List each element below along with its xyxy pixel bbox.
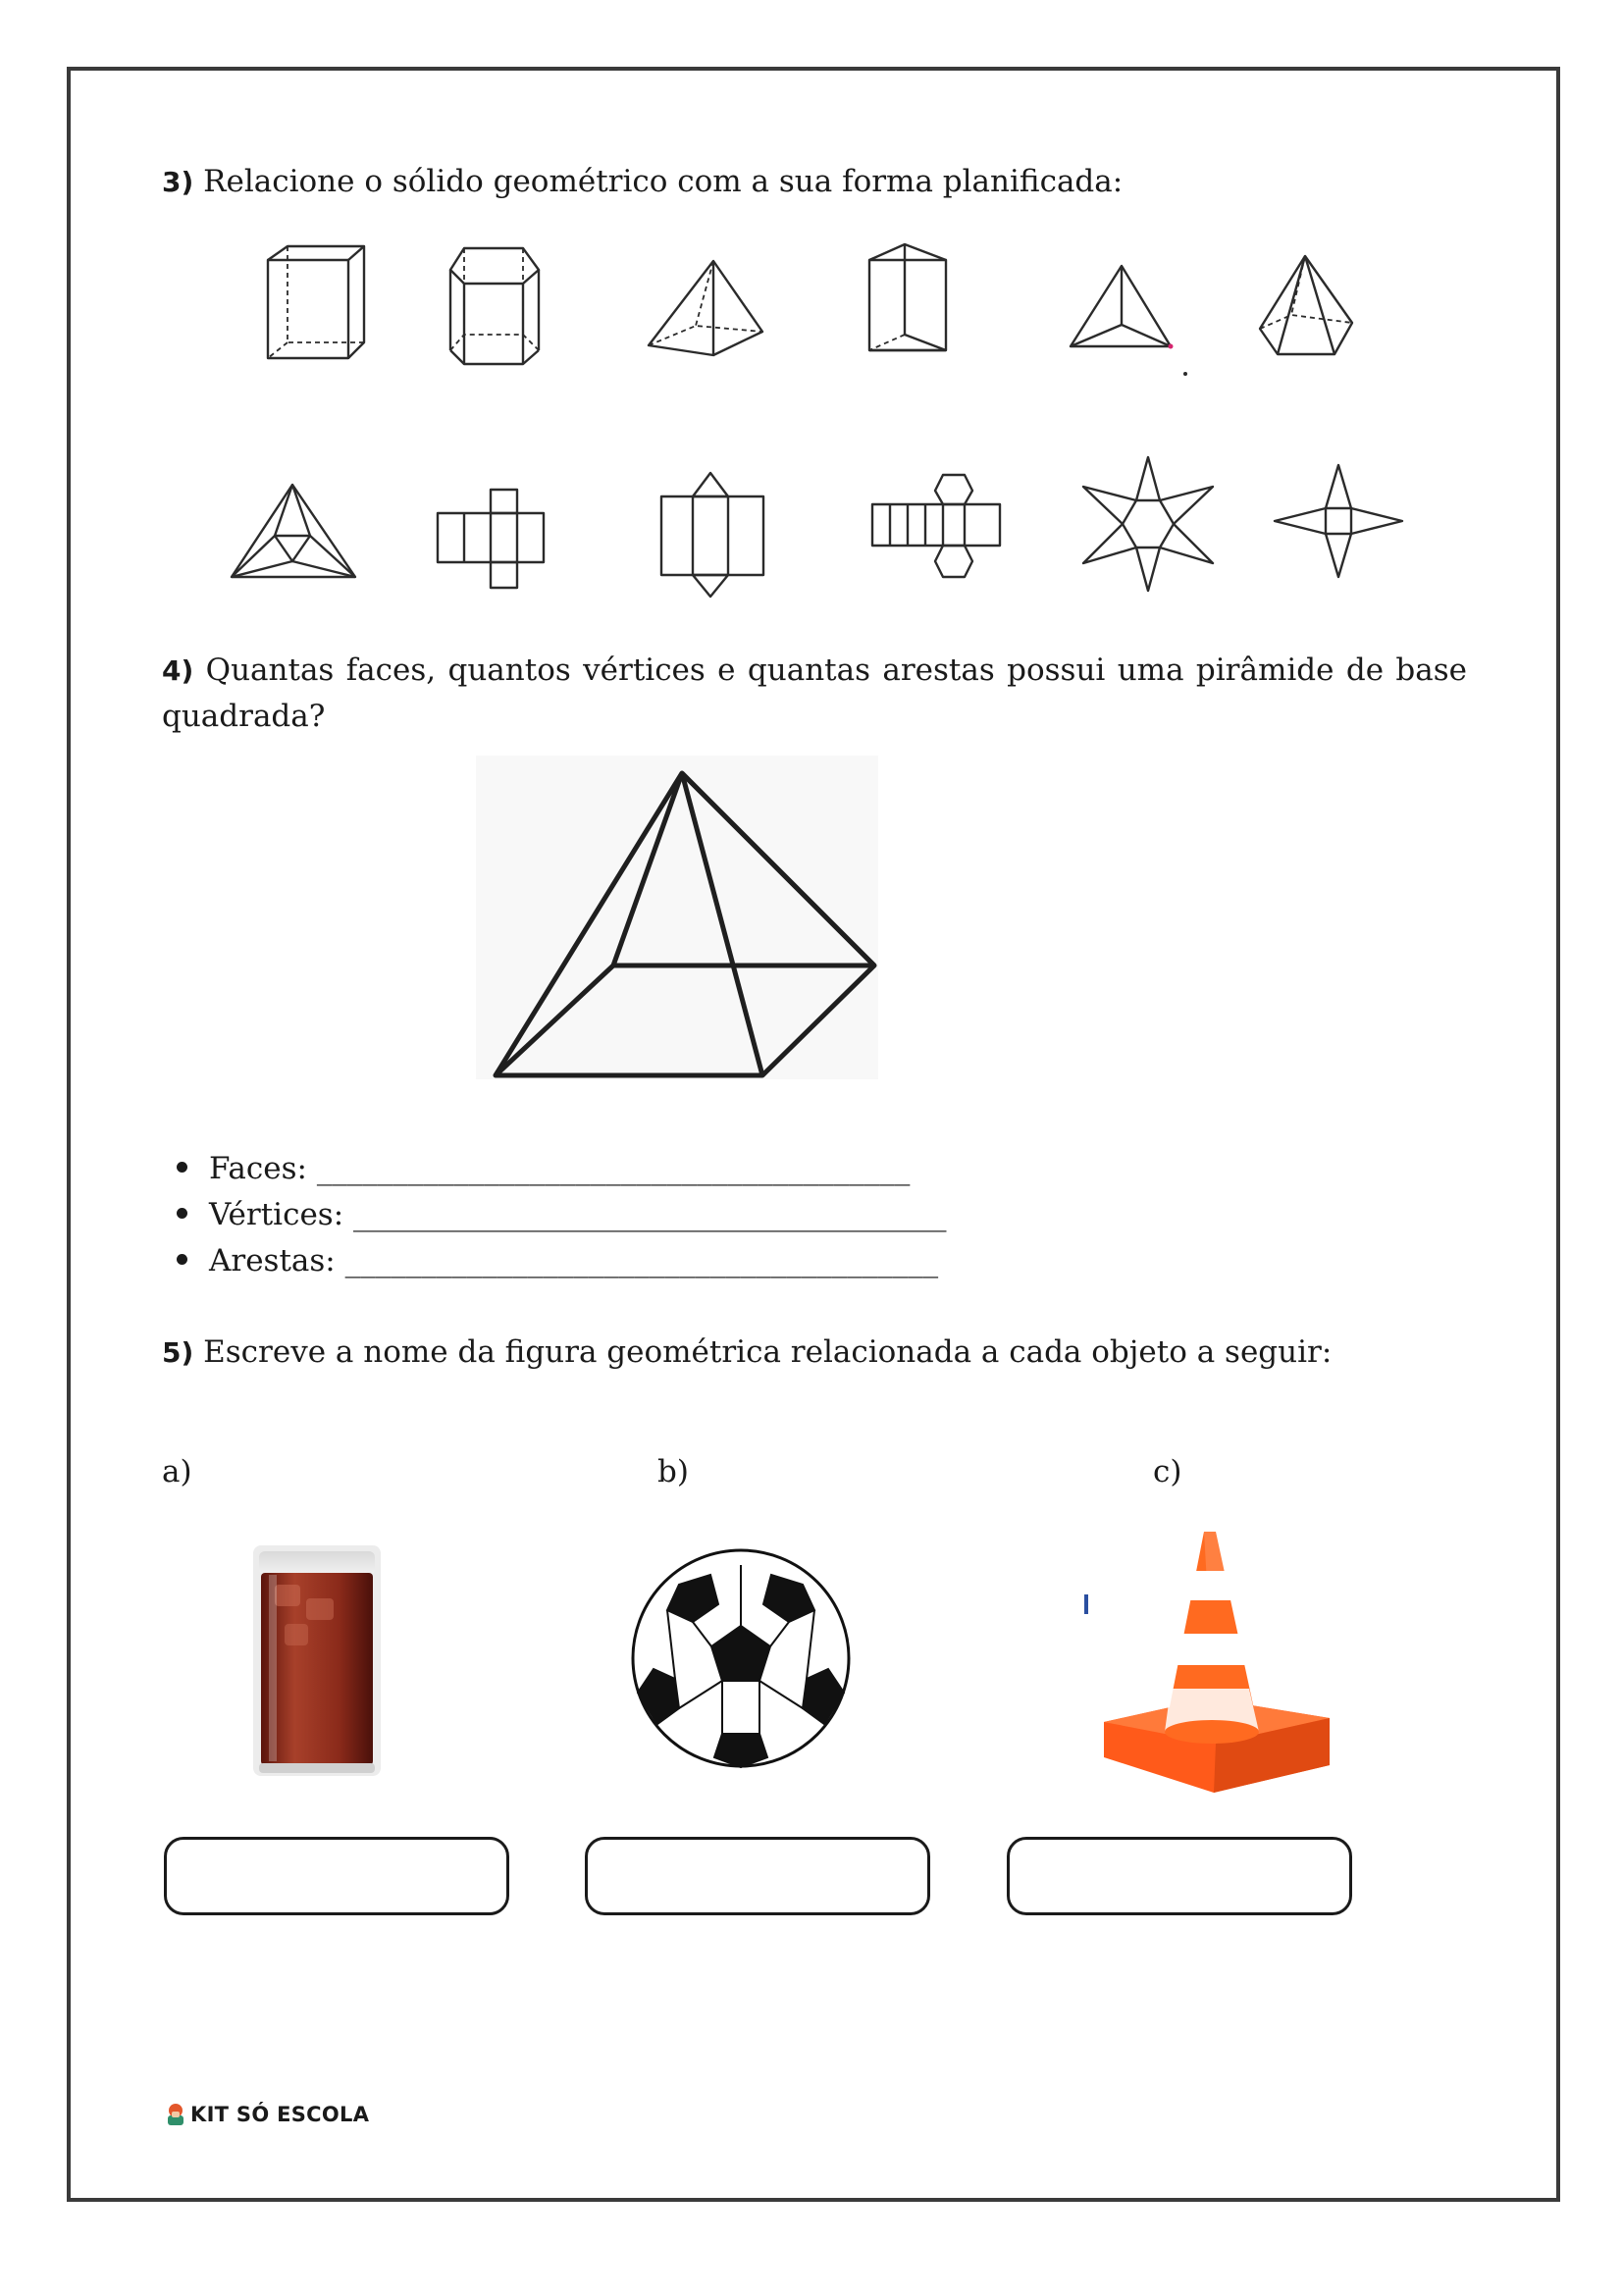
question-number: 3): [162, 166, 194, 198]
square-pyramid-illustration: [476, 756, 878, 1079]
answer-box-c[interactable]: [1007, 1837, 1352, 1915]
bullet-icon: [177, 1254, 187, 1265]
stray-dot: [1182, 371, 1188, 377]
faces-label: Faces:: [209, 1151, 307, 1186]
cube-net: [434, 486, 547, 594]
answer-box-b[interactable]: [585, 1837, 930, 1915]
brand-name: KIT SÓ ESCOLA: [190, 2103, 370, 2126]
traffic-cone-image: [1084, 1526, 1334, 1805]
bullet-icon: [177, 1162, 187, 1173]
triangular-pyramid-net: [228, 481, 360, 584]
hexagonal-pyramid-net: [1079, 453, 1217, 596]
hexagonal-prism-figure: [446, 240, 545, 378]
list-item: [177, 1192, 947, 1237]
edges-blank[interactable]: _______________________________________: [344, 1243, 939, 1278]
option-b-label: b): [657, 1454, 689, 1489]
question-text: Escreve a nome da figura geométrica relacionada a cada objeto a seguir:: [203, 1334, 1333, 1370]
triangular-pyramid-figure: [1065, 260, 1177, 358]
question-text: Relacione o sólido geométrico com a sua forma planificada:: [203, 164, 1124, 199]
hexagonal-prism-net: [868, 469, 1001, 582]
option-a-label: a): [162, 1454, 192, 1489]
edges-label: Arestas:: [209, 1243, 336, 1278]
triangular-prism-net: [657, 469, 770, 601]
footer-brand: [165, 2102, 369, 2127]
option-c-label: c): [1153, 1454, 1182, 1489]
question-3: [162, 159, 1123, 205]
question-number: 5): [162, 1336, 194, 1369]
list-item: [177, 1146, 910, 1191]
rectangular-prism-figure: [260, 240, 368, 368]
soccer-ball-image: [628, 1545, 854, 1771]
vertices-label: Vértices:: [209, 1197, 344, 1232]
square-pyramid-figure: [643, 255, 770, 363]
vertices-blank[interactable]: _______________________________________: [353, 1197, 947, 1232]
kit-so-escola-logo-icon: [165, 2102, 186, 2127]
pentagonal-pyramid-figure: [1256, 250, 1359, 363]
answer-box-a[interactable]: [164, 1837, 509, 1915]
faces-blank[interactable]: _______________________________________: [316, 1151, 911, 1186]
question-4: [162, 648, 1467, 739]
square-pyramid-net: [1271, 461, 1408, 584]
question-text: Quantas faces, quantos vértices e quantas arestas possui uma pirâmide de base quadrada?: [162, 652, 1467, 734]
list-item: [177, 1238, 938, 1283]
glass-of-soda-image: [245, 1545, 388, 1786]
question-number: 4): [162, 654, 194, 687]
triangular-prism-figure: [863, 240, 957, 358]
question-5: [162, 1330, 1332, 1376]
bullet-icon: [177, 1208, 187, 1219]
